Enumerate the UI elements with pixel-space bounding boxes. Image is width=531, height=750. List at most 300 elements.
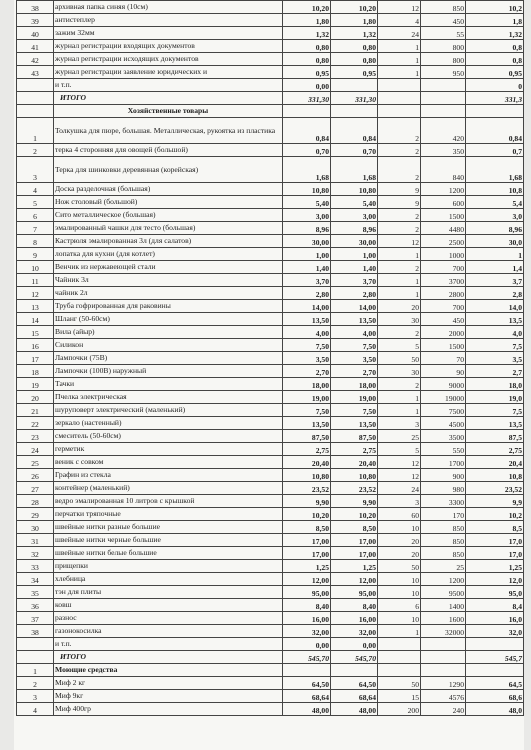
cell-t: 0,8 [466,40,524,53]
table-row [17,638,524,651]
inventory-table [16,0,524,716]
cell-q: 2 [378,261,421,274]
cell-v1: 3,00 [283,209,331,222]
cell-q: 4 [378,14,421,27]
table-row [17,352,524,365]
cell-name: журнал регистрации заявление юридических и [54,66,283,79]
cell-v1: 16,00 [283,612,331,625]
table-row [17,521,524,534]
cell-s: 450 [421,14,466,27]
cell-v1: 0,80 [283,40,331,53]
cell-n: 5 [17,196,54,209]
cell-s: 70 [421,352,466,365]
cell-t: 12,0 [466,573,524,586]
cell-t: 2,75 [466,443,524,456]
cell-t: 10,8 [466,469,524,482]
cell-v2 [331,79,378,92]
cell-s: 450 [421,313,466,326]
cell-q: 2 [378,378,421,391]
cell-v2: 2,70 [331,365,378,378]
cell-n: 2 [17,144,54,157]
cell-v1: 95,00 [283,586,331,599]
cell-name: веник с совком [54,456,283,469]
table-row [17,157,524,183]
cell-v2: 9,90 [331,495,378,508]
cell-v1: 1,68 [283,157,331,183]
cell-v2: 2,75 [331,443,378,456]
cell-v2: 16,00 [331,612,378,625]
cell-n: 8 [17,235,54,248]
table-row [17,365,524,378]
cell-name: контейнер (маленький) [54,482,283,495]
cell-v2: 331,30 [331,92,378,105]
cell-n: 7 [17,222,54,235]
cell-q: 1 [378,287,421,300]
table-row [17,404,524,417]
cell-t: 10,8 [466,183,524,196]
cell-t: 1,8 [466,14,524,27]
cell-t: 0,8 [466,53,524,66]
cell-t: 5,4 [466,196,524,209]
cell-s: 3700 [421,274,466,287]
cell-name: Вила (айыр) [54,326,283,339]
cell-v2 [331,664,378,677]
table-row [17,690,524,703]
cell-v2: 0,80 [331,53,378,66]
cell-v2: 95,00 [331,586,378,599]
table-row [17,456,524,469]
sub-header-row [17,664,524,677]
table-row [17,495,524,508]
cell-t [466,664,524,677]
cell-v1: 5,40 [283,196,331,209]
cell-n: 21 [17,404,54,417]
table-row [17,560,524,573]
cell-q: 2 [378,118,421,144]
cell-n: 3 [17,690,54,703]
table-row [17,443,524,456]
table-row [17,27,524,40]
cell-n: 24 [17,443,54,456]
cell-t: 0,7 [466,144,524,157]
cell-q: 2 [378,222,421,235]
cell-v2: 13,50 [331,417,378,430]
cell-v2: 10,20 [331,508,378,521]
cell-s: 850 [421,534,466,547]
cell-t: 2,8 [466,287,524,300]
cell-s: 550 [421,443,466,456]
cell-q: 10 [378,586,421,599]
cell-t: 0 [466,79,524,92]
cell-q: 20 [378,547,421,560]
cell-q: 2 [378,209,421,222]
cell-v1 [283,664,331,677]
cell-name: журнал регистрации исходящих документов [54,53,283,66]
cell-n: 43 [17,66,54,79]
cell-v2: 12,00 [331,573,378,586]
cell-s: 1200 [421,183,466,196]
cell-name: Чайник 3л [54,274,283,287]
cell-name: Пчелка электрическая [54,391,283,404]
total-row [17,92,524,105]
cell-name: смеситель (50-60см) [54,430,283,443]
table-row [17,469,524,482]
cell-n: 15 [17,326,54,339]
cell-s: 1500 [421,339,466,352]
table-row [17,677,524,690]
cell-v1: 10,20 [283,508,331,521]
cell-q: 1 [378,625,421,638]
cell-q: 6 [378,599,421,612]
cell-n: 27 [17,482,54,495]
cell-q: 20 [378,300,421,313]
cell-n: 41 [17,40,54,53]
cell-t: 13,5 [466,417,524,430]
cell-t: 3,5 [466,352,524,365]
cell-v1: 331,30 [283,92,331,105]
cell-t: 18,0 [466,378,524,391]
cell-name: лопатка для кухни (для котлет) [54,248,283,261]
cell-q: 15 [378,690,421,703]
cell-v2: 0,95 [331,66,378,79]
table-row [17,430,524,443]
cell-s: 900 [421,469,466,482]
cell-n: 42 [17,53,54,66]
cell-v1: 0,80 [283,53,331,66]
cell-t: 0,84 [466,118,524,144]
cell-name: Доска разделочная (большая) [54,183,283,196]
cell-s: 1400 [421,599,466,612]
table-row [17,573,524,586]
cell-name: зеркало (настенный) [54,417,283,430]
cell-v1: 17,00 [283,534,331,547]
table-row [17,79,524,92]
table-row [17,235,524,248]
cell-v2: 8,50 [331,521,378,534]
cell-name: Силикон [54,339,283,352]
cell-q [378,105,421,118]
cell-v2: 3,50 [331,352,378,365]
cell-name: Миф 9кг [54,690,283,703]
cell-v2: 0,84 [331,118,378,144]
cell-n [17,79,54,92]
cell-v1: 2,80 [283,287,331,300]
cell-n: 26 [17,469,54,482]
cell-q: 20 [378,534,421,547]
cell-v1: 2,75 [283,443,331,456]
cell-n: 35 [17,586,54,599]
cell-name: Моющие средства [54,664,283,677]
cell-s: 840 [421,157,466,183]
cell-q: 9 [378,183,421,196]
cell-v2: 1,80 [331,14,378,27]
cell-v2: 23,52 [331,482,378,495]
cell-v2: 1,32 [331,27,378,40]
cell-v1: 8,50 [283,521,331,534]
cell-s: 170 [421,508,466,521]
cell-v1: 13,50 [283,313,331,326]
cell-q: 9 [378,196,421,209]
cell-v2: 7,50 [331,404,378,417]
cell-s [421,664,466,677]
cell-t: 87,5 [466,430,524,443]
cell-n: 31 [17,534,54,547]
cell-t [466,105,524,118]
cell-v1: 30,00 [283,235,331,248]
cell-t: 10,2 [466,1,524,14]
table-row [17,326,524,339]
cell-n [17,651,54,664]
cell-s: 19000 [421,391,466,404]
cell-v1: 32,00 [283,625,331,638]
cell-v2: 5,40 [331,196,378,209]
cell-v1: 48,00 [283,703,331,716]
cell-t: 95,0 [466,586,524,599]
table-row [17,274,524,287]
cell-name: Венчик из нержавеющей стали [54,261,283,274]
cell-s: 55 [421,27,466,40]
cell-s: 2800 [421,287,466,300]
cell-name: архивная папка синяя (10см) [54,1,283,14]
cell-s: 9500 [421,586,466,599]
inventory-table-body [17,1,524,716]
cell-v1: 7,50 [283,404,331,417]
cell-s [421,79,466,92]
cell-t: 0,95 [466,66,524,79]
cell-v1: 4,00 [283,326,331,339]
cell-n: 32 [17,547,54,560]
cell-q: 60 [378,508,421,521]
cell-name: ИТОГО [54,651,283,664]
cell-v2: 87,50 [331,430,378,443]
cell-v2: 32,00 [331,625,378,638]
cell-v1: 12,00 [283,573,331,586]
cell-n: 12 [17,287,54,300]
cell-q: 50 [378,352,421,365]
cell-q: 10 [378,612,421,625]
cell-s: 700 [421,300,466,313]
cell-t: 9,9 [466,495,524,508]
cell-v2: 3,00 [331,209,378,222]
cell-v2: 1,25 [331,560,378,573]
cell-q: 12 [378,456,421,469]
cell-v2: 1,40 [331,261,378,274]
cell-n: 2 [17,677,54,690]
cell-name: Терка для шинковки деревянная (корейская) [54,157,283,183]
cell-s: 9000 [421,378,466,391]
cell-v2: 30,00 [331,235,378,248]
cell-s: 800 [421,53,466,66]
cell-v1: 2,70 [283,365,331,378]
cell-v1: 545,70 [283,651,331,664]
table-row [17,703,524,716]
table-row [17,287,524,300]
cell-name: газонокосилка [54,625,283,638]
cell-v2: 48,00 [331,703,378,716]
table-row [17,14,524,27]
cell-n: 13 [17,300,54,313]
cell-q: 30 [378,313,421,326]
cell-q: 1 [378,274,421,287]
cell-v1: 23,52 [283,482,331,495]
cell-n: 22 [17,417,54,430]
cell-t: 19,0 [466,391,524,404]
table-row [17,1,524,14]
table-row [17,196,524,209]
cell-q: 50 [378,560,421,573]
cell-v1: 0,70 [283,144,331,157]
cell-q [378,651,421,664]
cell-s: 2500 [421,235,466,248]
cell-n [17,105,54,118]
cell-s: 25 [421,560,466,573]
cell-v2: 1,68 [331,157,378,183]
cell-v1: 13,50 [283,417,331,430]
cell-n: 16 [17,339,54,352]
cell-v1: 0,00 [283,638,331,651]
table-row [17,222,524,235]
cell-n: 34 [17,573,54,586]
cell-n: 36 [17,599,54,612]
cell-t: 68,6 [466,690,524,703]
cell-v2: 0,80 [331,40,378,53]
cell-s: 7500 [421,404,466,417]
cell-v1: 20,40 [283,456,331,469]
cell-t: 4,0 [466,326,524,339]
cell-n [17,638,54,651]
cell-q: 5 [378,443,421,456]
cell-n: 6 [17,209,54,222]
cell-t: 2,7 [466,365,524,378]
cell-s: 90 [421,365,466,378]
cell-v2: 0,70 [331,144,378,157]
cell-v1: 10,20 [283,1,331,14]
cell-name: разнос [54,612,283,625]
cell-v1: 18,00 [283,378,331,391]
cell-v1: 1,00 [283,248,331,261]
cell-t: 32,0 [466,625,524,638]
cell-q [378,79,421,92]
cell-q: 3 [378,417,421,430]
cell-v2: 14,00 [331,300,378,313]
cell-t: 14,0 [466,300,524,313]
cell-name: журнал регистрации входящих документов [54,40,283,53]
cell-q: 200 [378,703,421,716]
cell-name: и т.п. [54,638,283,651]
cell-v2: 20,40 [331,456,378,469]
cell-v1 [283,105,331,118]
cell-n: 28 [17,495,54,508]
table-row [17,339,524,352]
cell-n: 14 [17,313,54,326]
cell-q: 24 [378,482,421,495]
cell-name: Графин из стекла [54,469,283,482]
cell-name: Шланг (50-60см) [54,313,283,326]
table-row [17,209,524,222]
cell-name: Лампочки (100В) наружный [54,365,283,378]
cell-v2 [331,105,378,118]
cell-name: швейные нитки белые большие [54,547,283,560]
cell-s: 1600 [421,612,466,625]
cell-q [378,664,421,677]
cell-v1: 1,80 [283,14,331,27]
cell-t: 8,4 [466,599,524,612]
cell-t: 23,52 [466,482,524,495]
cell-q: 3 [378,495,421,508]
cell-v1: 9,90 [283,495,331,508]
table-row [17,53,524,66]
cell-n: 25 [17,456,54,469]
cell-n: 9 [17,248,54,261]
cell-q: 1 [378,391,421,404]
cell-q [378,638,421,651]
cell-name: швейные нитки черные большие [54,534,283,547]
cell-v1: 0,84 [283,118,331,144]
cell-n: 4 [17,183,54,196]
cell-s: 980 [421,482,466,495]
cell-s: 950 [421,66,466,79]
cell-t: 1,25 [466,560,524,573]
cell-v1: 87,50 [283,430,331,443]
cell-v2: 545,70 [331,651,378,664]
cell-name: перчатки тряпочные [54,508,283,521]
cell-name: Нож столовый (большой) [54,196,283,209]
cell-s: 32000 [421,625,466,638]
cell-t: 16,0 [466,612,524,625]
cell-name: и т.п. [54,79,283,92]
cell-name: терка 4 сторонняя для овощей (большой) [54,144,283,157]
cell-n: 4 [17,703,54,716]
cell-s: 1700 [421,456,466,469]
cell-v2: 7,50 [331,339,378,352]
cell-q: 2 [378,326,421,339]
cell-v1: 0,95 [283,66,331,79]
table-row [17,300,524,313]
cell-s [421,638,466,651]
section-title-row [17,105,524,118]
cell-s [421,651,466,664]
cell-t: 17,0 [466,547,524,560]
cell-t: 8,5 [466,521,524,534]
cell-n: 38 [17,625,54,638]
cell-t [466,638,524,651]
cell-t: 3,7 [466,274,524,287]
cell-n: 33 [17,560,54,573]
table-row [17,40,524,53]
cell-s: 800 [421,40,466,53]
cell-name: Миф 400гр [54,703,283,716]
cell-n: 11 [17,274,54,287]
cell-q: 12 [378,235,421,248]
cell-s: 850 [421,1,466,14]
cell-q: 12 [378,469,421,482]
cell-name: зажим 32мм [54,27,283,40]
cell-t: 48,0 [466,703,524,716]
table-row [17,612,524,625]
cell-t: 10,2 [466,508,524,521]
cell-s: 350 [421,144,466,157]
cell-name: Сито металлическое (большая) [54,209,283,222]
cell-n: 19 [17,378,54,391]
cell-n: 37 [17,612,54,625]
cell-v1: 10,80 [283,469,331,482]
cell-s: 4500 [421,417,466,430]
cell-n: 40 [17,27,54,40]
cell-v2: 13,50 [331,313,378,326]
cell-n: 1 [17,118,54,144]
cell-v1: 10,80 [283,183,331,196]
cell-q: 24 [378,27,421,40]
